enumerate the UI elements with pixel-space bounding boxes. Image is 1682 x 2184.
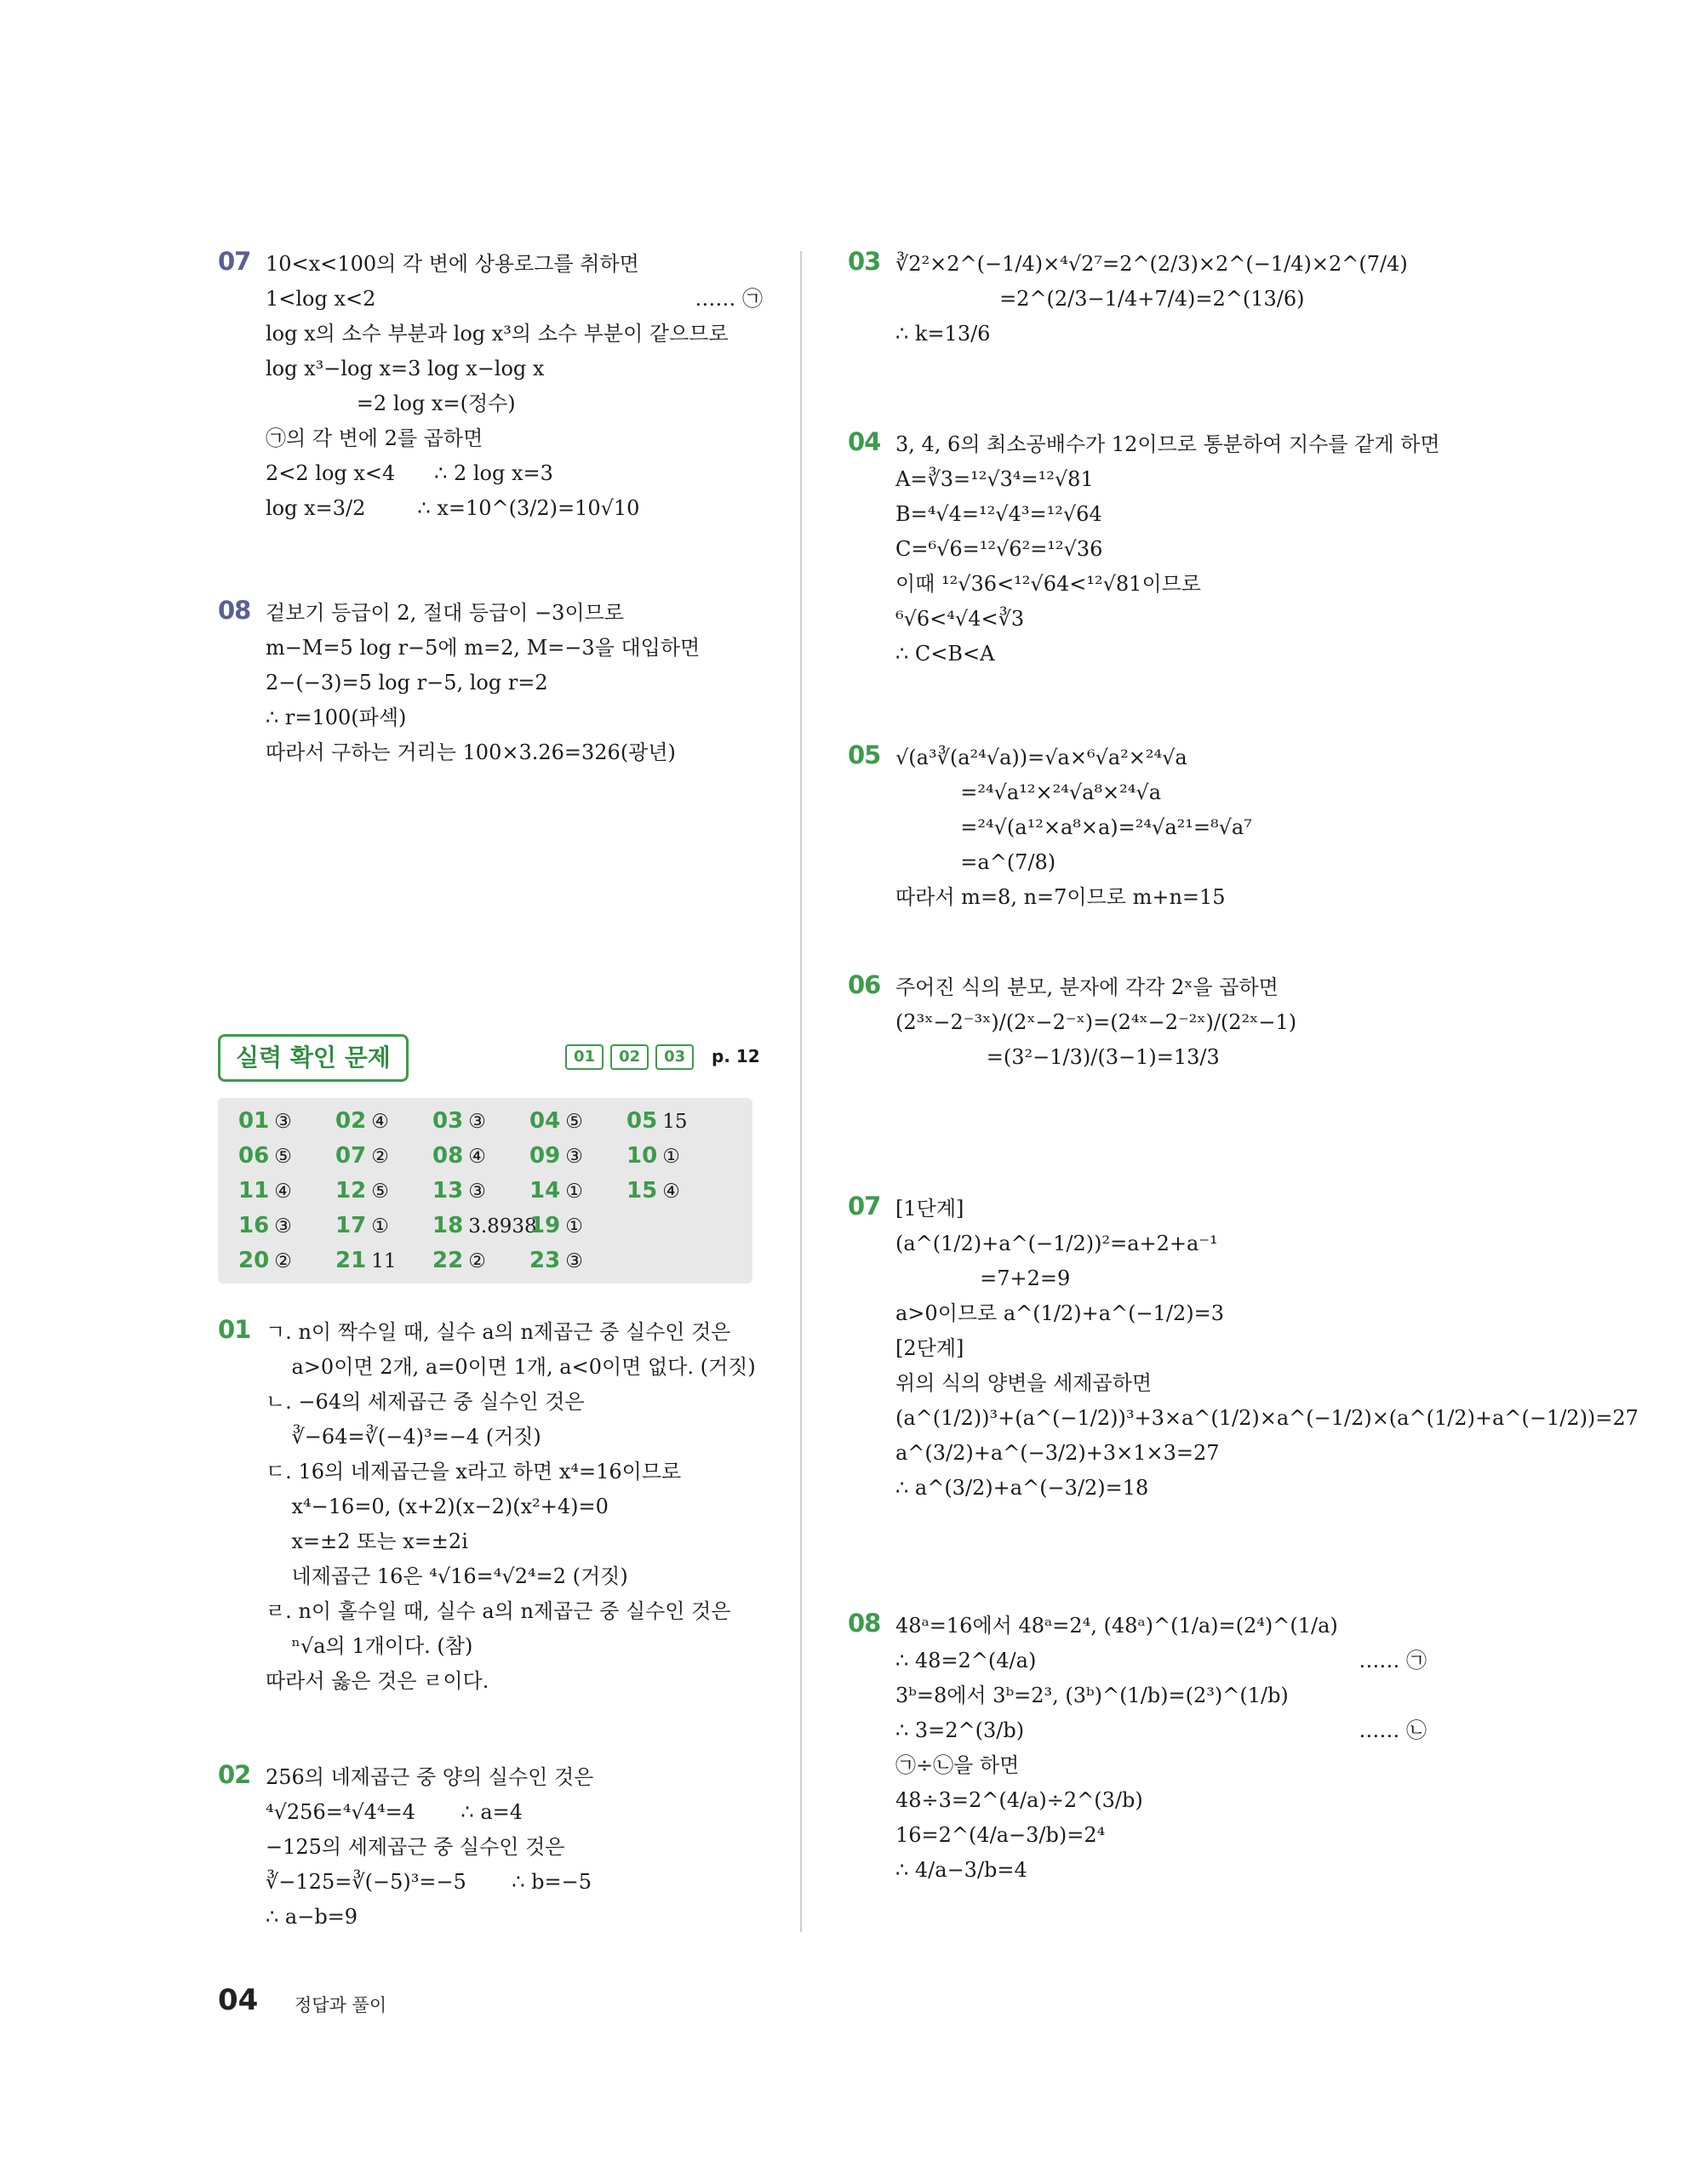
solution-right-06 <box>848 970 1427 1075</box>
solution-left-01 <box>218 1315 763 1699</box>
answer-item <box>529 1108 583 1134</box>
line-text: B=⁴√4=¹²√4³=¹²√64 <box>895 502 1102 526</box>
solution-line <box>895 567 1427 602</box>
solution-body <box>895 427 1440 672</box>
solution-line <box>895 740 1427 775</box>
equation-tag: …… ㉠ <box>695 287 763 311</box>
line-text: C=⁶√6=¹²√6²=¹²√36 <box>895 537 1103 561</box>
quiz-header <box>218 1034 763 1087</box>
line-text: ㄱ. n이 짝수일 때, 실수 a의 n제곱근 중 실수인 것은 <box>266 1320 731 1344</box>
line-text: (a^(1/2))³+(a^(−1/2))³+3×a^(1/2)×a^(−1/2)×(a^(1/2)+a^(−1/2))=27 <box>895 1406 1639 1430</box>
line-text: m−M=5 log r−5에 m=2, M=−3을 대입하면 <box>266 636 701 660</box>
solution-body <box>895 247 1427 352</box>
solution-line <box>895 1678 1427 1713</box>
answer-number: 18 <box>432 1213 464 1238</box>
solution-line <box>895 1226 1427 1261</box>
solution-right-08 <box>848 1609 1427 1888</box>
solution-right-05 <box>848 740 1427 915</box>
solution-line <box>266 1489 763 1524</box>
line-text: ∴ a^(3/2)+a^(−3/2)=18 <box>895 1476 1149 1500</box>
solution-line <box>895 1005 1427 1040</box>
answer-item <box>238 1143 292 1169</box>
line-text: ∴ 4/a−3/b=4 <box>895 1858 1027 1882</box>
line-text: 3ᵇ=8에서 3ᵇ=2³, (3ᵇ)^(1/b)=(2³)^(1/b) <box>895 1684 1289 1707</box>
solution-line <box>266 1795 763 1830</box>
answer-value: ② <box>274 1250 292 1272</box>
solution-line <box>266 1900 763 1935</box>
solution-line <box>266 1524 763 1559</box>
solution-line <box>266 1385 763 1420</box>
solution-line <box>266 1420 763 1455</box>
quiz-tab: 01 <box>565 1044 604 1070</box>
answer-value: ② <box>371 1146 389 1168</box>
solution-number: 07 <box>848 1192 881 1221</box>
solution-line <box>266 1455 763 1489</box>
solution-left-07 <box>218 247 763 526</box>
line-text: −125의 세제곱근 중 실수인 것은 <box>266 1835 565 1859</box>
solution-line <box>266 247 763 282</box>
solution-body <box>895 970 1427 1075</box>
solution-number: 08 <box>848 1609 881 1638</box>
answer-number: 22 <box>432 1248 464 1273</box>
line-text: log x=3/2 ∴ x=10^(3/2)=10√10 <box>266 496 640 520</box>
answer-value: ④ <box>274 1181 292 1203</box>
answer-value: ⑤ <box>274 1146 292 1168</box>
line-text: 16=2^(4/a−3/b)=2⁴ <box>895 1823 1106 1847</box>
answer-value: ③ <box>274 1111 292 1133</box>
solution-line <box>895 970 1427 1005</box>
answer-item <box>432 1248 486 1273</box>
line-text: ∴ k=13/6 <box>895 322 991 346</box>
line-text: 네제곱근 16은 ⁴√16=⁴√2⁴=2 (거짓) <box>266 1564 628 1588</box>
line-text: =7+2=9 <box>895 1266 1071 1290</box>
answer-number: 02 <box>335 1108 367 1134</box>
line-text: ∴ a−b=9 <box>266 1905 358 1929</box>
equation-tag: …… ㉡ <box>1359 1718 1427 1742</box>
line-text: a>0이면 2개, a=0이면 1개, a<0이면 없다. (거짓) <box>266 1355 756 1379</box>
answer-value: ① <box>565 1215 583 1238</box>
answer-value: ⑤ <box>565 1111 583 1133</box>
answer-item <box>529 1248 583 1273</box>
answer-value: 15 <box>662 1111 688 1133</box>
solution-line <box>266 386 763 421</box>
solution-number: 01 <box>218 1315 251 1344</box>
solution-line <box>266 1559 763 1594</box>
answer-number: 14 <box>529 1178 561 1203</box>
answer-number: 04 <box>529 1108 561 1134</box>
solution-number: 05 <box>848 740 881 769</box>
solution-line <box>895 810 1427 845</box>
line-text: x=±2 또는 x=±2i <box>266 1529 468 1553</box>
line-text: (2³ˣ−2⁻³ˣ)/(2ˣ−2⁻ˣ)=(2⁴ˣ−2⁻²ˣ)/(2²ˣ−1) <box>895 1010 1297 1034</box>
line-text: ∴ 48=2^(4/a) <box>895 1649 1037 1672</box>
answer-number: 13 <box>432 1178 464 1203</box>
solution-line <box>895 247 1427 282</box>
solution-line <box>895 1644 1427 1678</box>
solution-line <box>266 700 763 735</box>
answer-value: ④ <box>662 1181 680 1203</box>
answer-item <box>335 1213 389 1238</box>
solution-right-07 <box>848 1192 1639 1506</box>
solution-number: 07 <box>218 247 251 276</box>
solution-line <box>266 1350 763 1385</box>
answer-number: 10 <box>626 1143 658 1169</box>
answer-item <box>335 1143 389 1169</box>
solution-line <box>895 1783 1427 1818</box>
solution-line <box>266 421 763 456</box>
solution-line <box>895 1713 1427 1748</box>
line-text: 256의 네제곱근 중 양의 실수인 것은 <box>266 1765 594 1789</box>
solution-line <box>266 1664 763 1699</box>
solution-body <box>266 596 763 770</box>
line-text: =2^(2/3−1/4+7/4)=2^(13/6) <box>895 287 1305 311</box>
line-text: ∛−64=∛(−4)³=−4 (거짓) <box>266 1425 541 1449</box>
equation-tag: …… ㉠ <box>1359 1649 1427 1672</box>
answer-number: 12 <box>335 1178 367 1203</box>
solution-line <box>266 456 763 491</box>
answer-number: 19 <box>529 1213 561 1238</box>
answer-number: 05 <box>626 1108 658 1134</box>
solution-line <box>266 491 763 526</box>
line-text: 2−(−3)=5 log r−5, log r=2 <box>266 671 548 695</box>
line-text: ㄹ. n이 홀수일 때, 실수 a의 n제곱근 중 실수인 것은 <box>266 1599 731 1623</box>
line-text: 3, 4, 6의 최소공배수가 12이므로 통분하여 지수를 같게 하면 <box>895 432 1440 456</box>
solution-number: 04 <box>848 427 881 456</box>
solution-line <box>895 1366 1427 1401</box>
solution-line <box>895 845 1427 880</box>
solution-line <box>895 1331 1427 1366</box>
solution-body <box>895 1609 1427 1888</box>
solution-line <box>266 596 763 631</box>
solution-left-08 <box>218 596 763 770</box>
solution-line <box>895 1609 1427 1644</box>
line-text: ㉠의 각 변에 2를 곱하면 <box>266 426 483 450</box>
line-text: =²⁴√(a¹²×a⁸×a)=²⁴√a²¹=⁸√a⁷ <box>895 815 1252 839</box>
solution-line <box>895 427 1440 462</box>
line-text: 겉보기 등급이 2, 절대 등급이 −3이므로 <box>266 601 624 625</box>
solution-line <box>895 462 1427 497</box>
solution-body <box>266 1315 763 1699</box>
page-reference: p. 12 <box>712 1046 760 1066</box>
answer-item <box>432 1178 486 1203</box>
line-text: 48÷3=2^(4/a)÷2^(3/b) <box>895 1788 1143 1812</box>
answer-item <box>335 1248 396 1273</box>
line-text: 따라서 옳은 것은 ㄹ이다. <box>266 1669 489 1693</box>
answer-item <box>238 1108 292 1134</box>
answer-number: 03 <box>432 1108 464 1134</box>
solution-number: 08 <box>218 596 251 625</box>
solution-body <box>895 740 1427 915</box>
solution-line <box>895 497 1427 532</box>
line-text: 48ᵃ=16에서 48ᵃ=2⁴, (48ᵃ)^(1/a)=(2⁴)^(1/a) <box>895 1614 1338 1638</box>
line-text: ⁶√6<⁴√4<∛3 <box>895 607 1025 631</box>
solution-number: 02 <box>218 1760 251 1789</box>
line-text: 1<log x<2 <box>266 287 376 311</box>
solution-body <box>895 1192 1639 1506</box>
solution-number: 06 <box>848 970 881 999</box>
line-text: A=∛3=¹²√3⁴=¹²√81 <box>895 467 1094 491</box>
answer-item <box>529 1143 583 1169</box>
solution-line <box>895 880 1427 915</box>
line-text: (a^(1/2)+a^(−1/2))²=a+2+a⁻¹ <box>895 1232 1218 1255</box>
answer-value: ① <box>371 1215 389 1238</box>
solution-line <box>895 1040 1427 1075</box>
answer-value: ③ <box>565 1146 583 1168</box>
solution-line <box>266 666 763 700</box>
solution-line <box>895 1296 1427 1331</box>
line-text: ㉠÷㉡을 하면 <box>895 1753 1020 1777</box>
quiz-tab: 02 <box>610 1044 649 1070</box>
solution-line <box>895 1818 1427 1853</box>
line-text: log x의 소수 부분과 log x³의 소수 부분이 같으므로 <box>266 322 729 346</box>
answer-value: ④ <box>468 1146 486 1168</box>
line-text: [1단계] <box>895 1197 964 1221</box>
solution-line <box>266 317 763 352</box>
answer-value: ③ <box>274 1215 292 1238</box>
answer-item <box>432 1213 537 1238</box>
answer-number: 11 <box>238 1178 270 1203</box>
solution-body <box>266 247 763 526</box>
solution-line <box>895 1192 1427 1226</box>
line-text: log x³−log x=3 log x−log x <box>266 357 545 380</box>
solution-right-03 <box>848 247 1427 352</box>
line-text: ∛2²×2^(−1/4)×⁴√2⁷=2^(2/3)×2^(−1/4)×2^(7/4) <box>895 252 1408 276</box>
answer-value: ⑤ <box>371 1181 389 1203</box>
line-text: ⁿ√a의 1개이다. (참) <box>266 1634 473 1658</box>
solution-line <box>266 631 763 666</box>
answer-value: ① <box>662 1146 680 1168</box>
line-text: ∴ C<B<A <box>895 642 995 666</box>
answer-item <box>432 1108 486 1134</box>
answer-number: 17 <box>335 1213 367 1238</box>
line-text: ⁴√256=⁴√4⁴=4 ∴ a=4 <box>266 1800 523 1824</box>
line-text: 2<2 log x<4 ∴ 2 log x=3 <box>266 461 553 485</box>
answer-value: ③ <box>565 1250 583 1272</box>
answer-number: 20 <box>238 1248 270 1273</box>
line-text: ∛−125=∛(−5)³=−5 ∴ b=−5 <box>266 1870 592 1894</box>
solution-line <box>895 1401 1639 1436</box>
solution-line <box>266 1760 763 1795</box>
answer-item <box>432 1143 486 1169</box>
quiz-tab: 03 <box>655 1044 694 1070</box>
solution-line <box>895 282 1427 317</box>
answer-number: 06 <box>238 1143 270 1169</box>
answer-item <box>529 1213 583 1238</box>
line-text: ∴ r=100(파섹) <box>266 706 407 729</box>
answer-value: ③ <box>468 1181 486 1203</box>
page-number: 04 <box>218 1983 259 2017</box>
line-text: 따라서 m=8, n=7이므로 m+n=15 <box>895 885 1226 909</box>
solution-line <box>895 1436 1427 1471</box>
solution-line <box>266 1315 763 1350</box>
line-text: 이때 ¹²√36<¹²√64<¹²√81이므로 <box>895 572 1201 596</box>
answer-item <box>626 1108 687 1134</box>
answer-number: 21 <box>335 1248 367 1273</box>
solution-line <box>266 1629 763 1664</box>
answer-number: 09 <box>529 1143 561 1169</box>
line-text: ∴ 3=2^(3/b) <box>895 1718 1025 1742</box>
line-text: 10<x<100의 각 변에 상용로그를 취하면 <box>266 252 639 276</box>
line-text: x⁴−16=0, (x+2)(x−2)(x²+4)=0 <box>266 1495 609 1518</box>
solution-number: 03 <box>848 247 881 276</box>
solution-line <box>895 1853 1427 1888</box>
answer-item <box>238 1248 292 1273</box>
footer-label: 정답과 풀이 <box>295 1995 387 2015</box>
quiz-tabs <box>565 1044 701 1070</box>
line-text: 위의 식의 양변을 세제곱하면 <box>895 1371 1153 1395</box>
line-text: =(3²−1/3)/(3−1)=13/3 <box>895 1045 1220 1069</box>
line-text: =²⁴√a¹²×²⁴√a⁸×²⁴√a <box>895 780 1162 804</box>
answer-number: 07 <box>335 1143 367 1169</box>
solution-line <box>266 1594 763 1629</box>
solution-body <box>266 1760 763 1935</box>
quiz-title: 실력 확인 문제 <box>218 1034 409 1082</box>
solution-line <box>266 735 763 770</box>
solution-line <box>895 1261 1427 1296</box>
answer-value: ① <box>565 1181 583 1203</box>
answer-value: ③ <box>468 1111 486 1133</box>
line-text: a^(3/2)+a^(−3/2)+3×1×3=27 <box>895 1441 1220 1465</box>
answer-item <box>626 1143 680 1169</box>
answer-value: 11 <box>371 1250 397 1272</box>
answer-item <box>238 1178 292 1203</box>
solution-line <box>895 1471 1427 1506</box>
answer-number: 08 <box>432 1143 464 1169</box>
solution-line <box>266 282 763 317</box>
solution-line <box>266 352 763 386</box>
answer-grid <box>218 1098 752 1284</box>
line-text: ㄴ. −64의 세제곱근 중 실수인 것은 <box>266 1390 585 1414</box>
answer-item <box>529 1178 583 1203</box>
answer-number: 15 <box>626 1178 658 1203</box>
answer-number: 23 <box>529 1248 561 1273</box>
solution-line <box>895 602 1427 637</box>
solution-line <box>895 317 1427 352</box>
answer-item <box>238 1213 292 1238</box>
answer-item <box>626 1178 680 1203</box>
answer-value: ② <box>468 1250 486 1272</box>
answer-number: 16 <box>238 1213 270 1238</box>
solution-line <box>895 532 1427 567</box>
column-divider <box>800 251 802 1932</box>
solution-line <box>895 1748 1427 1783</box>
line-text: =2 log x=(정수) <box>266 392 516 415</box>
solution-line <box>266 1865 763 1900</box>
solution-right-04 <box>848 427 1440 672</box>
line-text: a>0이므로 a^(1/2)+a^(−1/2)=3 <box>895 1301 1225 1325</box>
solution-line <box>895 775 1427 810</box>
line-text: ㄷ. 16의 네제곱근을 x라고 하면 x⁴=16이므로 <box>266 1460 682 1484</box>
line-text: 주어진 식의 분모, 분자에 각각 2ˣ을 곱하면 <box>895 975 1279 999</box>
answer-value: ④ <box>371 1111 389 1133</box>
solution-line <box>895 637 1427 672</box>
answer-value: 3.8938 <box>468 1215 537 1238</box>
line-text: [2단계] <box>895 1336 964 1360</box>
answer-number: 01 <box>238 1108 270 1134</box>
answer-item <box>335 1178 389 1203</box>
solution-line <box>266 1830 763 1865</box>
line-text: √(a³∛(a²⁴√a))=√a×⁶√a²×²⁴√a <box>895 746 1187 769</box>
answer-item <box>335 1108 389 1134</box>
solution-left-02 <box>218 1760 763 1935</box>
line-text: =a^(7/8) <box>895 850 1056 874</box>
line-text: 따라서 구하는 거리는 100×3.26=326(광년) <box>266 740 676 764</box>
